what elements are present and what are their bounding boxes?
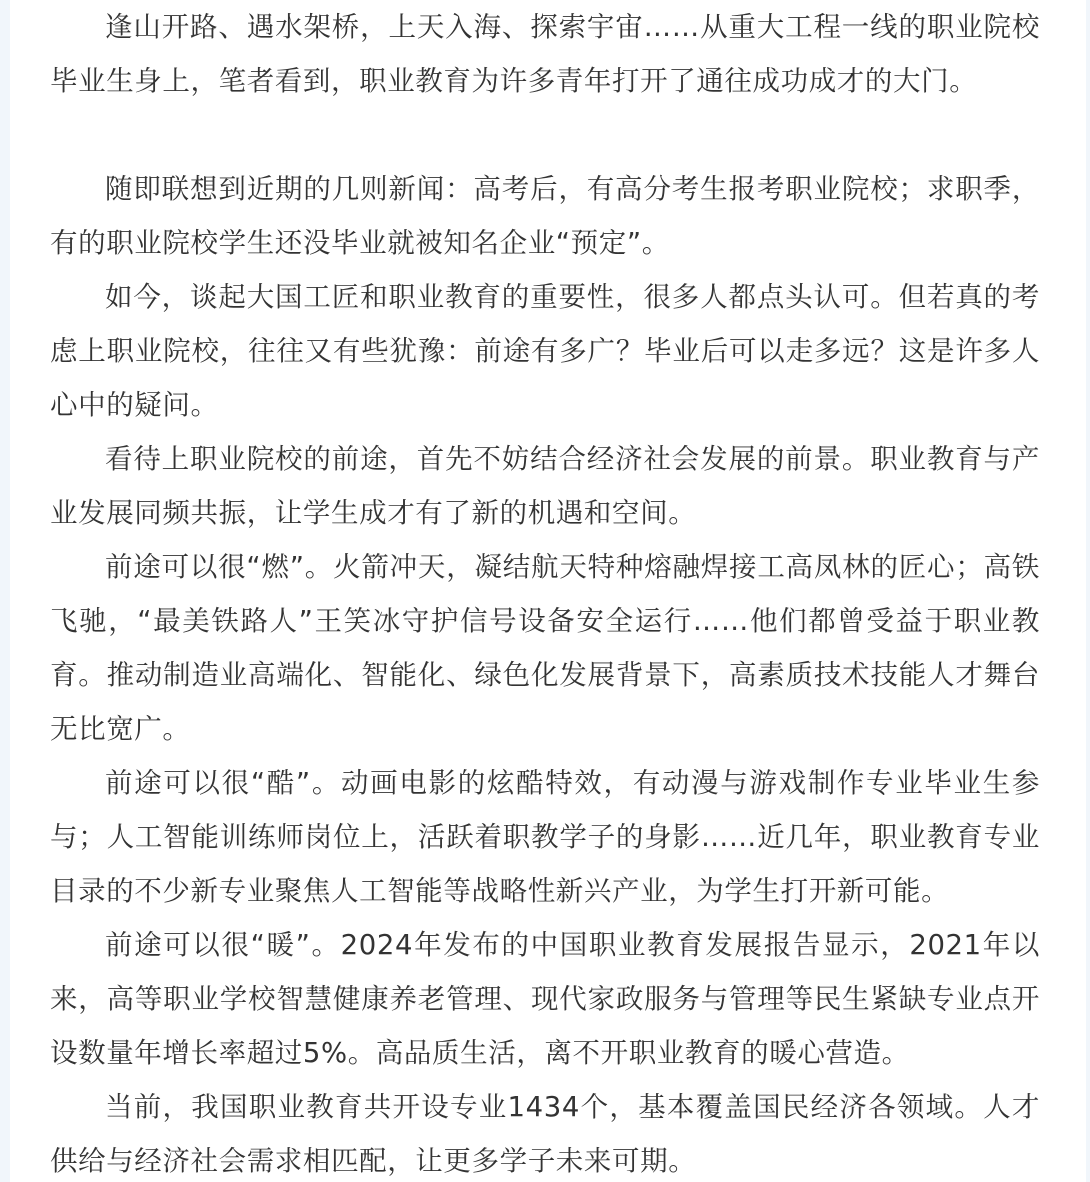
- article-paragraph-6: 前途可以很“酷”。动画电影的炫酷特效，有动漫与游戏制作专业毕业生参与；人工智能训练师岗位上，活跃着职教学子的身影……近几年，职业教育专业目录的不少新专业聚焦人工智能等战略性新兴产业，为学生打开新可能。: [50, 767, 1040, 907]
- article-paragraph-2: 随即联想到近期的几则新闻：高考后，有高分考生报考职业院校；求职季，有的职业院校学生还没毕业就被知名企业“预定”。: [50, 173, 1040, 259]
- article-paragraph-1: 逢山开路、遇水架桥，上天入海、探索宇宙……从重大工程一线的职业院校毕业生身上，笔者看到，职业教育为许多青年打开了通往成功成才的大门。: [50, 11, 1040, 97]
- article-paragraph-4: 看待上职业院校的前途，首先不妨结合经济社会发展的前景。职业教育与产业发展同频共振，让学生成才有了新的机遇和空间。: [50, 443, 1040, 529]
- article-body: [50, 0, 1040, 1182]
- right-margin-strip: [1086, 0, 1090, 1182]
- article-paragraph-7: 前途可以很“暖”。2024年发布的中国职业教育发展报告显示，2021年以来，高等职业学校智慧健康养老管理、现代家政服务与管理等民生紧缺专业点开设数量年增长率超过5%。高品质生活，离不开职业教育的暖心营造。: [50, 929, 1040, 1069]
- article-paragraph-3: 如今，谈起大国工匠和职业教育的重要性，很多人都点头认可。但若真的考虑上职业院校，往往又有些犹豫：前途有多广？毕业后可以走多远？这是许多人心中的疑问。: [50, 281, 1040, 421]
- article-paragraph-8: 当前，我国职业教育共开设专业1434个，基本覆盖国民经济各领域。人才供给与经济社会需求相匹配，让更多学子未来可期。: [50, 1091, 1040, 1177]
- left-margin-strip: [0, 0, 10, 1182]
- article-paragraph-5: 前途可以很“燃”。火箭冲天，凝结航天特种熔融焊接工高凤林的匠心；高铁飞驰，“最美铁路人”王笑冰守护信号设备安全运行……他们都曾受益于职业教育。推动制造业高端化、智能化、绿色化发展背景下，高素质技术技能人才舞台无比宽广。: [50, 551, 1040, 745]
